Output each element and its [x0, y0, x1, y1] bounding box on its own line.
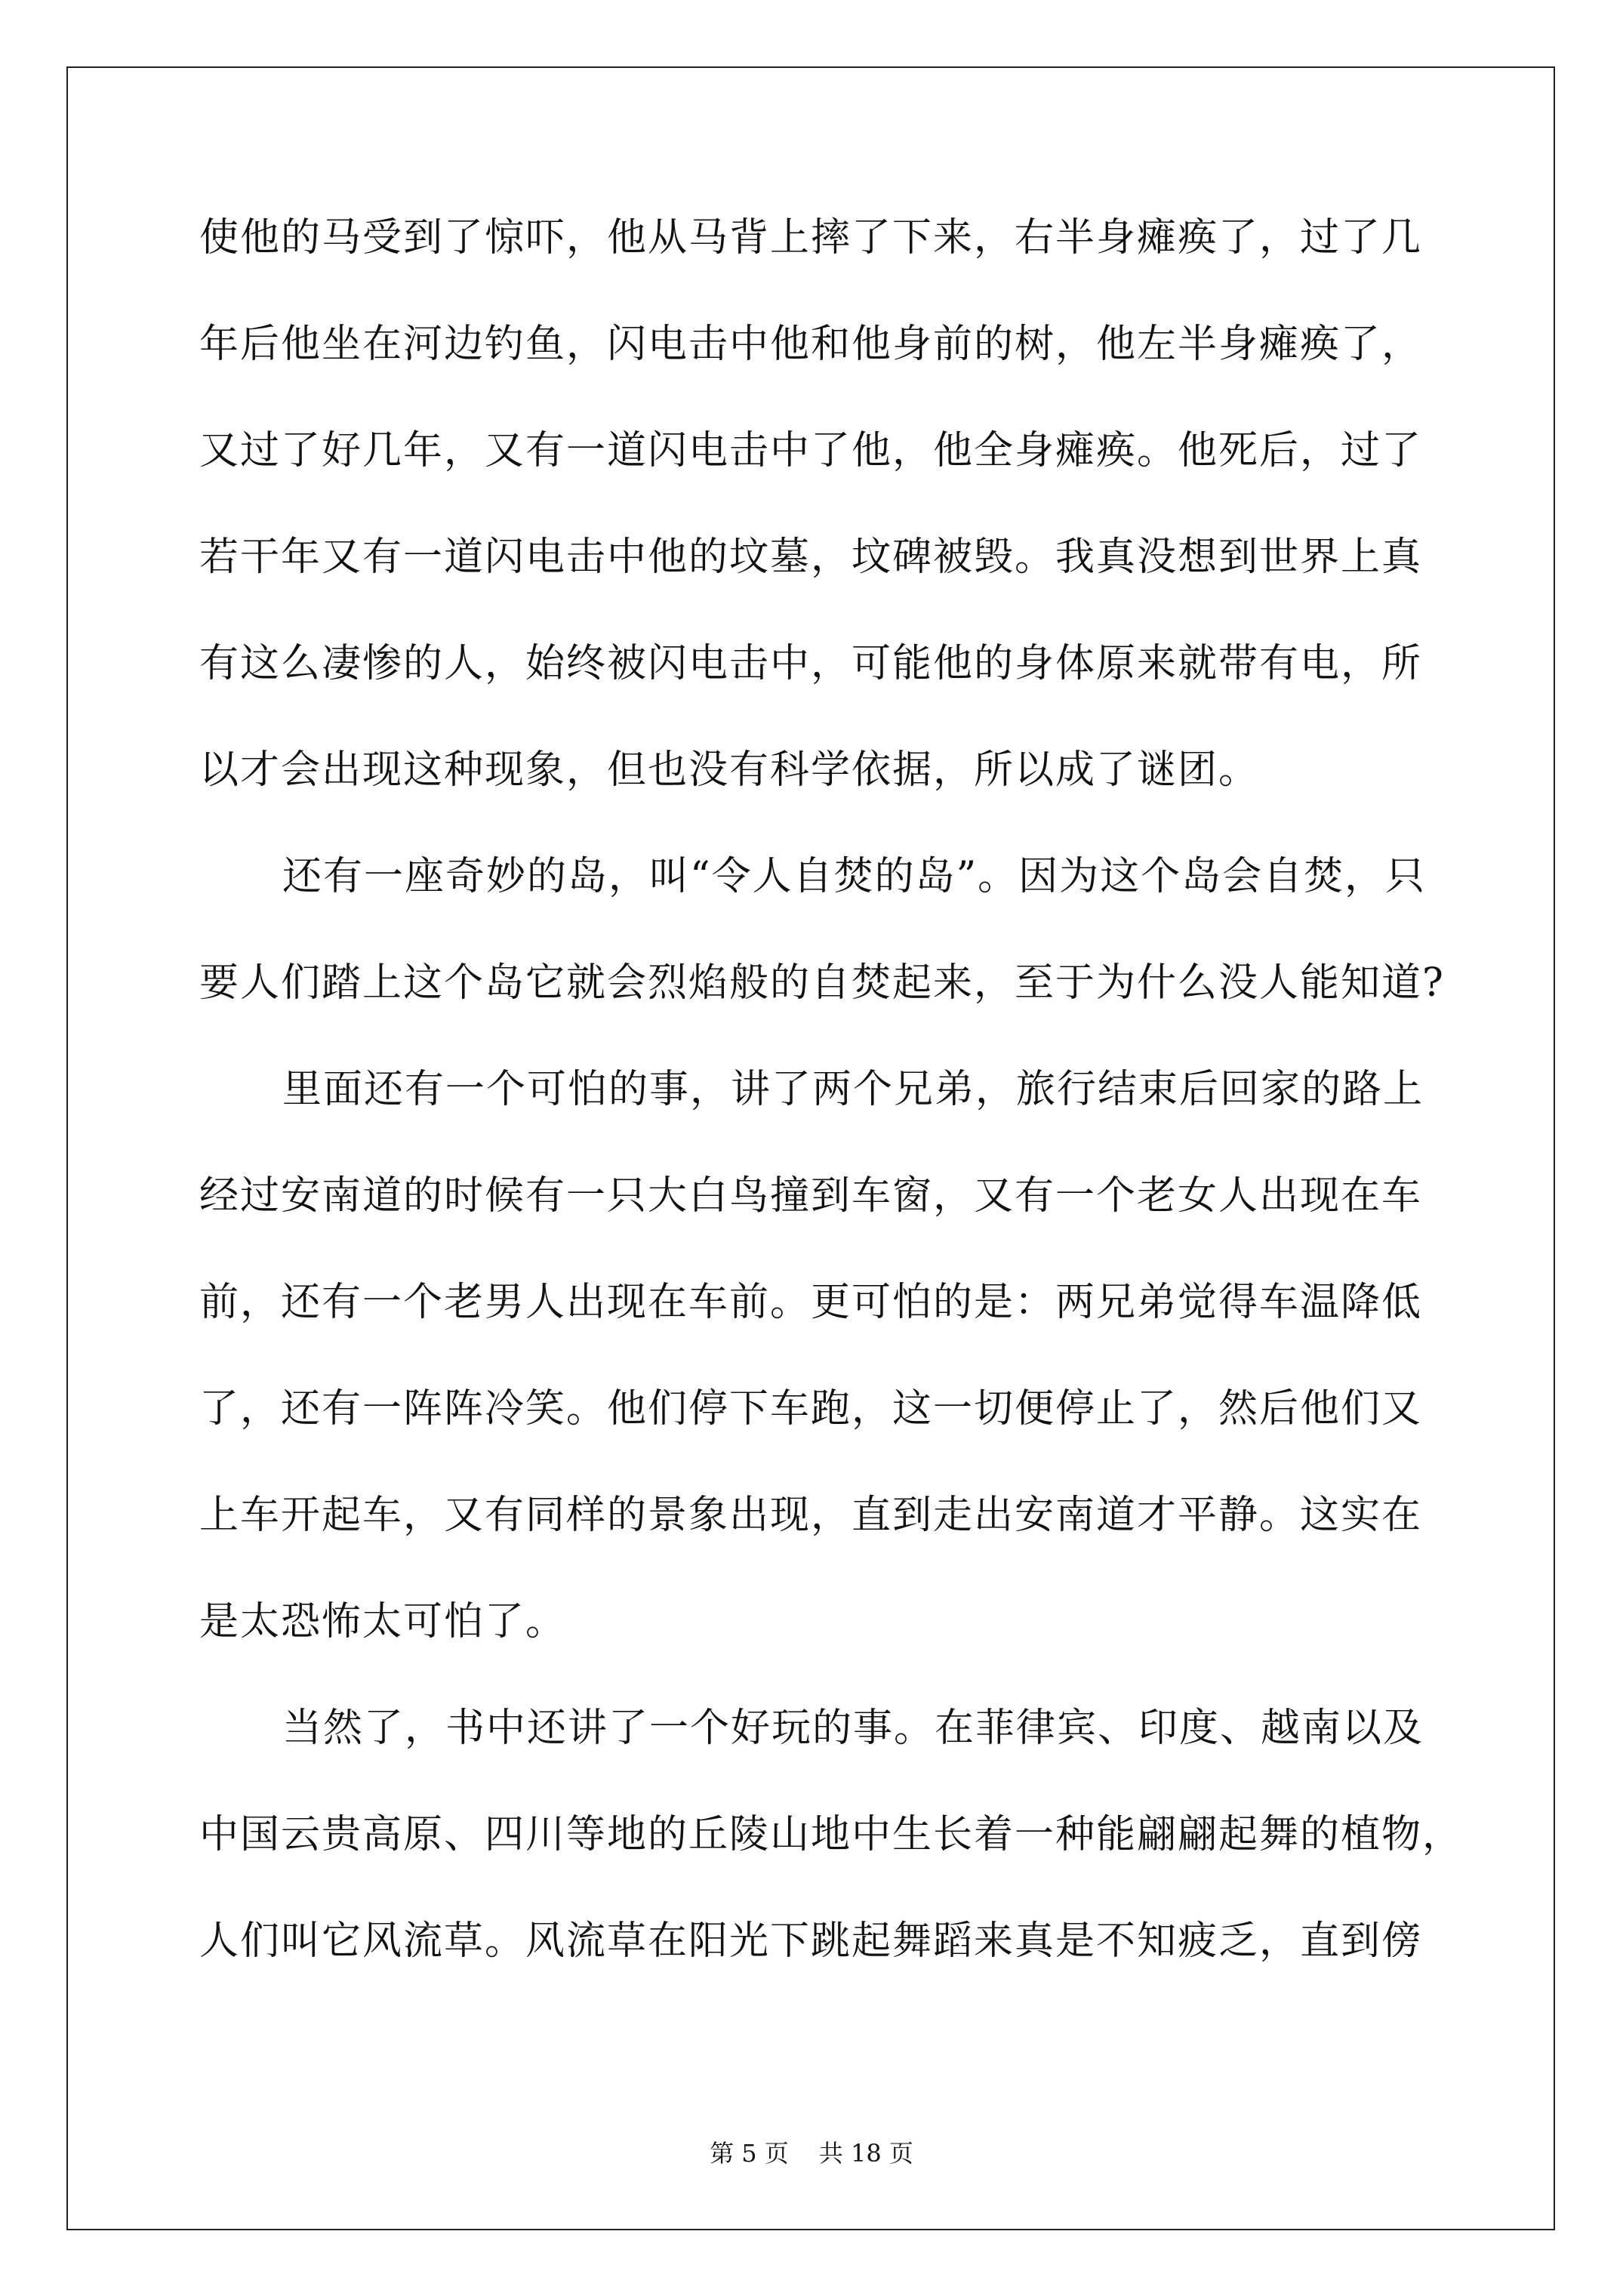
text-line: 要人们踏上这个岛它就会烈焰般的自焚起来，至于为什么没人能知道? — [199, 960, 1445, 1006]
paragraph-start-line: 还有一座奇妙的岛，叫“令人自焚的岛”。因为这个岛会自焚，只 — [282, 854, 1427, 899]
paragraph-start-line: 当然了，书中还讲了一个好玩的事。在菲律宾、印度、越南以及 — [282, 1706, 1424, 1751]
paragraph-start-line: 里面还有一个可怕的事，讲了两个兄弟，旅行结束后回家的路上 — [282, 1067, 1424, 1112]
text-line: 前，还有一个老男人出现在车前。更可怕的是：两兄弟觉得车温降低 — [199, 1280, 1423, 1325]
text-line: 人们叫它风流草。风流草在阳光下跳起舞蹈来真是不知疲乏，直到傍 — [199, 1918, 1423, 1964]
text-line: 又过了好几年，又有一道闪电击中了他，他全身瘫痪。他死后，过了 — [199, 428, 1423, 473]
page-number: 第 5 页 — [710, 2139, 789, 2168]
text-line: 以才会出现这种现象，但也没有科学依据，所以成了谜团。 — [199, 747, 1260, 793]
text-line: 是太恐怖太可怕了。 — [199, 1599, 567, 1644]
text-line: 年后他坐在河边钓鱼，闪电击中他和他身前的树，他左半身瘫痪了， — [199, 322, 1423, 367]
text-line: 中国云贵高原、四川等地的丘陵山地中生长着一种能翩翩起舞的植物， — [199, 1812, 1464, 1857]
page-total: 共 18 页 — [818, 2139, 913, 2168]
body-text — [199, 211, 1464, 2021]
page-footer — [0, 2138, 1623, 2168]
text-line: 经过安南道的时候有一只大白鸟撞到车窗，又有一个老女人出现在车 — [199, 1173, 1423, 1219]
text-line: 有这么凄惨的人，始终被闪电击中，可能他的身体原来就带有电，所 — [199, 641, 1423, 686]
text-line: 了，还有一阵阵冷笑。他们停下车跑，这一切便停止了，然后他们又 — [199, 1386, 1423, 1432]
text-line: 上车开起车，又有同样的景象出现，直到走出安南道才平静。这实在 — [199, 1493, 1423, 1538]
text-line: 使他的马受到了惊吓，他从马背上摔了下来，右半身瘫痪了，过了几 — [199, 215, 1423, 260]
text-line: 若干年又有一道闪电击中他的坟墓，坟碑被毁。我真没想到世界上真 — [199, 535, 1423, 580]
